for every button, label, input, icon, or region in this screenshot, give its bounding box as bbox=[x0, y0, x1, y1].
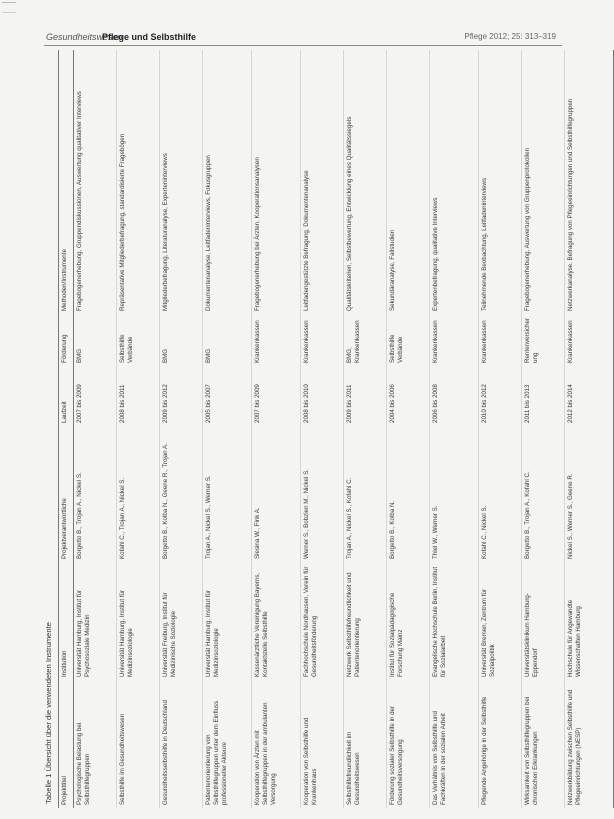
table-cell: Patientenorientierung von Selbsthilfegruppen unter dem Einfluss professioneller Akteure bbox=[203, 680, 252, 808]
table-row bbox=[160, 50, 203, 808]
table-cell: Selbsthilfe Verbände bbox=[117, 314, 160, 366]
table-row bbox=[565, 50, 614, 808]
table-cell: Universitätsklinikum Hamburg-Eppendorf bbox=[522, 562, 565, 680]
header-rule bbox=[44, 45, 562, 46]
table-cell: Universität Freiburg, Institut für Medizinische Soziologie bbox=[160, 562, 203, 680]
section-title: Pflege und Selbsthilfe bbox=[102, 32, 197, 42]
table-cell: Netzwerkbildung zwischen Selbsthilfe und Pflegeeinrichtungen (NESP) bbox=[565, 680, 614, 808]
table-cell: Institut für Sozialpädagogische Forschung Mainz bbox=[387, 562, 430, 680]
table-cell: Trojan A., Nickel S., Kofahl C. bbox=[344, 426, 387, 562]
table-cell: 2012 bis 2014 bbox=[565, 366, 614, 426]
table-cell: Thiel W., Werner S. bbox=[430, 426, 479, 562]
table-cell: Nickel S., Werner S., Geene R. bbox=[565, 426, 614, 562]
table-row bbox=[74, 50, 117, 808]
table-cell: 2009 bis 2012 bbox=[160, 366, 203, 426]
column-header: Projekttitel bbox=[59, 680, 74, 808]
table-cell: Borgetto B., Kolba N., Geene R., Trojan A. bbox=[160, 426, 203, 562]
table-cell: 2008 bis 2010 bbox=[301, 366, 344, 426]
table-cell: Expertenbefragung, qualitative Interviews bbox=[430, 50, 479, 314]
table-cell: 2008 bis 2011 bbox=[117, 366, 160, 426]
table-cell: Selbsthilfefreundlichkeit im Gesundheitswesen bbox=[344, 680, 387, 808]
table-cell: BMG bbox=[74, 314, 117, 366]
table-cell: 2005 bis 2007 bbox=[203, 366, 252, 426]
table-cell: Förderung sozialer Selbsthilfe in der Gesundheitsversorgung bbox=[387, 680, 430, 808]
table-cell: Borgetto B., Trojan A., Nickel S. bbox=[74, 426, 117, 562]
table-cell: Kofahl C., Nickel S. bbox=[479, 426, 522, 562]
table-cell: Universität Hamburg, Institut für Medizinsoziologie bbox=[117, 562, 160, 680]
column-header: Institution bbox=[59, 562, 74, 680]
table-cell: Krankenkassen bbox=[301, 314, 344, 366]
column-header: Methoden/Instrumente bbox=[59, 50, 74, 314]
table-cell: Leitfadengestützte Befragung, Dokumentenanalyse bbox=[301, 50, 344, 314]
table-cell: Krankenkassen bbox=[430, 314, 479, 366]
table-row bbox=[344, 50, 387, 808]
table-cell: Sekundäranalyse, Fallstudien bbox=[387, 50, 430, 314]
table-cell: 2004 bis 2006 bbox=[387, 366, 430, 426]
table-cell: Selbsthilfe im Gesundheitswesen bbox=[117, 680, 160, 808]
table-cell: Netzwerkanalyse, Befragung von Pflegeeinrichtungen und Selbsthilfegruppen bbox=[565, 50, 614, 314]
table-cell: 2006 bis 2008 bbox=[430, 366, 479, 426]
table-cell: Qualitätskriterien, Selbstbewertung, Entwicklung eines Qualitätssiegels bbox=[344, 50, 387, 314]
table-cell: Gesundheitsselbsthilfe in Deutschland bbox=[160, 680, 203, 808]
table-cell: Borgetto B., Trojan A., Kofahl C. bbox=[522, 426, 565, 562]
table-cell: Rentenversicherung bbox=[522, 314, 565, 366]
table-cell: 2009 bis 2011 bbox=[344, 366, 387, 426]
table-cell: Kooperation von Ärzten mit Selbsthilfegruppen in der ambulanten Versorgung bbox=[252, 680, 301, 808]
table-cell: BMG, Krankenkassen bbox=[344, 314, 387, 366]
rotated-table bbox=[44, 50, 582, 808]
table-cell: Krankenkassen bbox=[252, 314, 301, 366]
table-header-row bbox=[59, 50, 74, 808]
table-cell: Wirksamkeit von Selbsthilfegruppen bei chronischen Erkrankungen bbox=[522, 680, 565, 808]
table-cell: Fragebogenerhebung, Auswertung von Gruppenprotokollen bbox=[522, 50, 565, 314]
column-header: Projektverantwortliche bbox=[59, 426, 74, 562]
table-cell: Psychologische Belastung bei Selbsthilfegruppen bbox=[74, 680, 117, 808]
table-cell: Werner S., Bobzien M., Nickel S. bbox=[301, 426, 344, 562]
table-cell: Trojan A., Nickel S., Werner S. bbox=[203, 426, 252, 562]
page-header bbox=[0, 32, 578, 44]
journal-name: Gesundheitswesen bbox=[46, 32, 123, 42]
table-cell: Krankenkassen bbox=[479, 314, 522, 366]
table-cell: BMG bbox=[203, 314, 252, 366]
table-cell: Krankenkassen bbox=[565, 314, 614, 366]
column-header: Förderung bbox=[59, 314, 74, 366]
table-cell: Selbsthilfe Verbände bbox=[387, 314, 430, 366]
rotated-table-container bbox=[44, 50, 582, 808]
table-cell: BMG bbox=[160, 314, 203, 366]
table-cell: Slesina W., Fink A. bbox=[252, 426, 301, 562]
table-row bbox=[301, 50, 344, 808]
table-row bbox=[203, 50, 252, 808]
table-cell: Universität Hamburg, Institut für Medizinsoziologie bbox=[203, 562, 252, 680]
table-cell: Netzwerk Selbsthilfefreundlichkeit und Patientenorientierung bbox=[344, 562, 387, 680]
table-cell: 2007 bis 2009 bbox=[74, 366, 117, 426]
table-cell: Repräsentative Mitgliederbefragung, standardisierte Fragebögen bbox=[117, 50, 160, 314]
table-cell: Pflegende Angehörige in der Selbsthilfe bbox=[479, 680, 522, 808]
table-cell: Hochschule für Angewandte Wissenschaften Hamburg bbox=[565, 562, 614, 680]
projects-table bbox=[58, 50, 614, 808]
table-cell: Fragebogenerhebung bei Ärzten, Kooperationsanalysen bbox=[252, 50, 301, 314]
table-row bbox=[430, 50, 479, 808]
table-row bbox=[252, 50, 301, 808]
page-reference: Pflege 2012; 25: 313–319 bbox=[464, 32, 556, 41]
table-cell: 2010 bis 2012 bbox=[479, 366, 522, 426]
table-caption: Tabelle 1 Übersicht über die verwendeten Instrumente bbox=[44, 622, 53, 804]
table-cell: Kassenärztliche Vereinigung Bayerns, Kontaktstelle Selbsthilfe bbox=[252, 562, 301, 680]
table-cell: Evangelische Hochschule Berlin, Institut für Sozialarbeit bbox=[430, 562, 479, 680]
table-cell: Mitgliederbefragung, Literaturanalyse, Experteninterviews bbox=[160, 50, 203, 314]
table-cell: Kofahl C., Trojan A., Nickel S. bbox=[117, 426, 160, 562]
table-cell: Universität Hamburg, Institut für Psychosoziale Medizin bbox=[74, 562, 117, 680]
scan-corner-mark bbox=[2, 2, 16, 13]
table-cell: Dokumentenanalyse, Leitfadeninterviews, Fokusgruppen bbox=[203, 50, 252, 314]
table-cell: Kooperation von Selbsthilfe und Krankenhaus bbox=[301, 680, 344, 808]
table-cell: Fragebogenerhebung, Gruppendiskussionen, Auswertung qualitativer Interviews bbox=[74, 50, 117, 314]
table-row bbox=[522, 50, 565, 808]
column-header: Laufzeit bbox=[59, 366, 74, 426]
table-cell: 2007 bis 2009 bbox=[252, 366, 301, 426]
table-row bbox=[117, 50, 160, 808]
table-row bbox=[479, 50, 522, 808]
table-cell: Borgetto B., Kolba N. bbox=[387, 426, 430, 562]
table-row bbox=[387, 50, 430, 808]
table-cell: 2011 bis 2013 bbox=[522, 366, 565, 426]
table-cell: Fachhochschule Nordhausen, Verein für Gesundheitsförderung bbox=[301, 562, 344, 680]
table-cell: Universität Bremen, Zentrum für Sozialpolitik bbox=[479, 562, 522, 680]
table-cell: Teilnehmende Beobachtung, Leitfadeninterviews bbox=[479, 50, 522, 314]
table-cell: Das Verhältnis von Selbsthilfe und Fachkräften in der sozialen Arbeit bbox=[430, 680, 479, 808]
